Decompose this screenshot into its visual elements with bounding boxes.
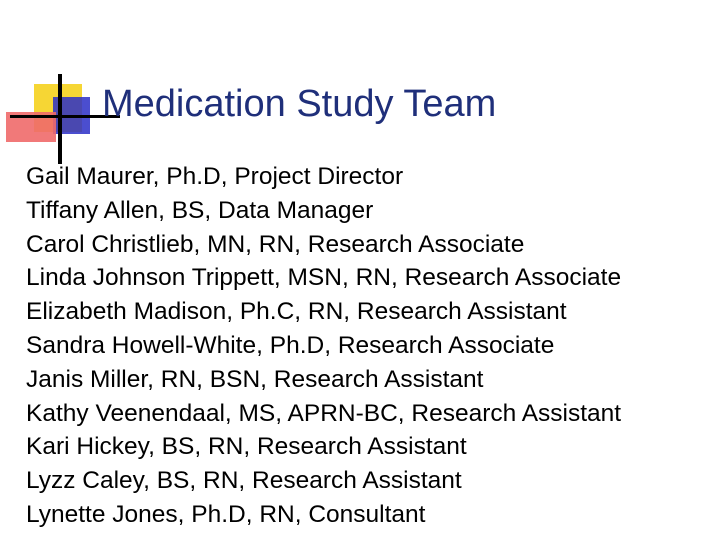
list-item: Lynette Jones, Ph.D, RN, Consultant — [26, 500, 426, 528]
list-item: Linda Johnson Trippett, MSN, RN, Research Associate — [26, 264, 622, 292]
list-item: Kathy Veenendaal, MS, APRN-BC, Research Assistant — [26, 399, 622, 427]
list-item: Sandra Howell-White, Ph.D, Research Associate — [26, 331, 555, 359]
list-item: Tiffany Allen, BS, Data Manager — [26, 196, 374, 224]
list-item: Lyzz Caley, BS, RN, Research Assistant — [26, 467, 462, 495]
page-title: Medication Study Team — [102, 83, 497, 125]
list-item: Elizabeth Madison, Ph.C, RN, Research Assistant — [26, 298, 567, 326]
list-item: Janis Miller, RN, BSN, Research Assistant — [26, 365, 484, 393]
list-item: Carol Christlieb, MN, RN, Research Associate — [26, 230, 525, 258]
list-item: Kari Hickey, BS, RN, Research Assistant — [26, 433, 467, 461]
team-member-list — [26, 160, 711, 532]
list-item: Gail Maurer, Ph.D, Project Director — [26, 163, 404, 190]
